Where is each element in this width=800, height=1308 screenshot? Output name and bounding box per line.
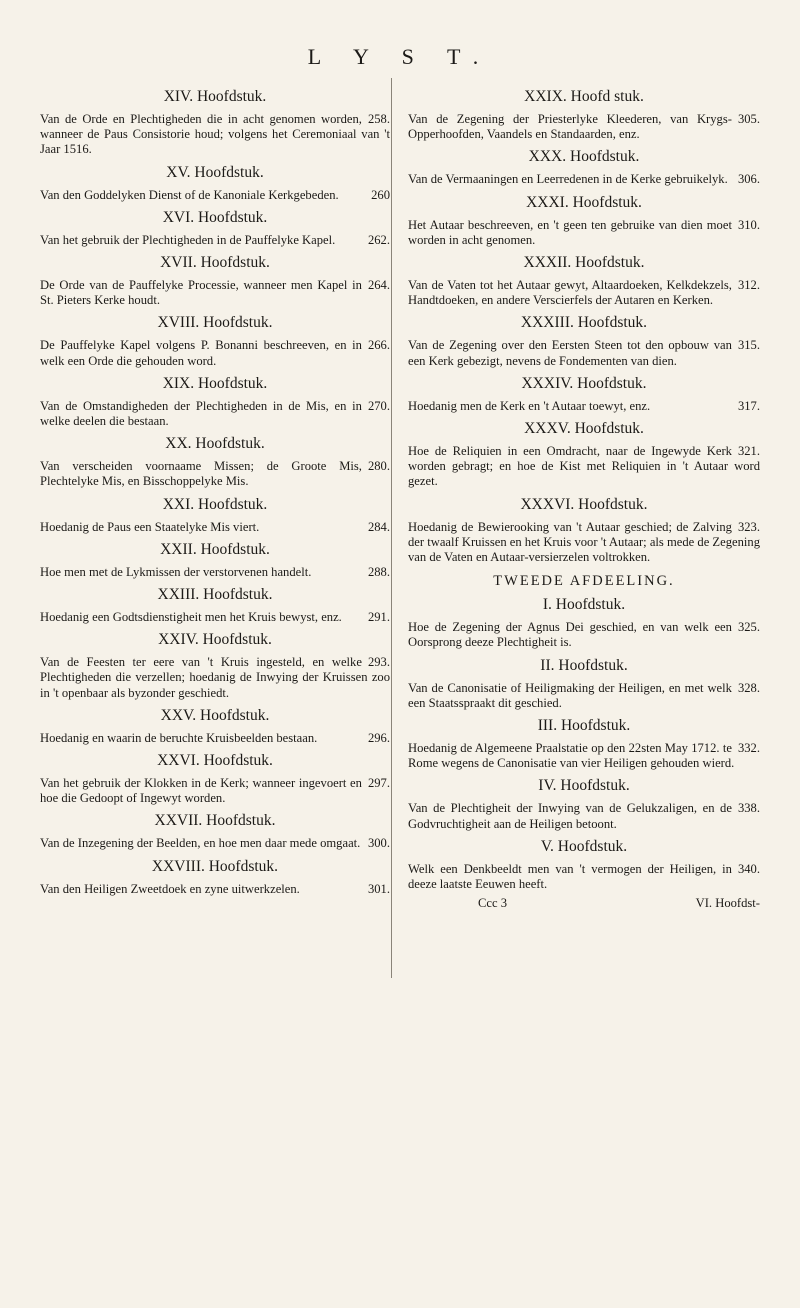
page-number: 317. <box>737 398 760 413</box>
chapter-description: Welk een Denkbeeldt men van 't vermogen der Heiligen, in deeze laatste Eeuwen heeft. <box>408 861 732 892</box>
page-number: 332. <box>737 741 760 756</box>
page-number: 297. <box>367 776 390 791</box>
chapter-description: Van de Zegening der Priesterlyke Kleederen, van Krygs-Opperhoofden, Vaandels en Standaarden, enz. <box>408 112 732 142</box>
chapter-entry <box>408 399 760 414</box>
chapter-heading: XVI. Hoofdstuk. <box>162 208 268 226</box>
chapter-heading: I. Hoofdstuk. <box>542 596 626 614</box>
page-number: 340. <box>737 861 760 876</box>
right-column <box>408 82 760 911</box>
chapter-entry <box>40 188 390 203</box>
chapter-entry <box>40 836 390 851</box>
chapter-entry <box>40 520 390 535</box>
page-number: 338. <box>737 801 760 816</box>
chapter-heading: XXV. Hoofdstuk. <box>160 706 270 724</box>
chapter-entry <box>408 520 760 566</box>
chapter-description: Het Autaar beschreeven, en 't geen ten gebruike van dien moet worden in acht genomen. <box>408 217 732 247</box>
chapter-description: Hoedanig en waarin de beruchte Kruisbeelden bestaan. <box>40 730 318 745</box>
chapter-description: Van de Vermaaningen en Leerredenen in de Kerke gebruikelyk. <box>408 172 728 187</box>
chapter-description: Van de Inzegening der Beelden, en hoe men daar mede omgaat. <box>40 836 361 851</box>
page-number: 325. <box>737 620 760 635</box>
chapter-entry <box>408 862 760 892</box>
chapter-description: Van het gebruik der Klokken in de Kerk; wanneer ingevoert en hoe die Gedoopt of Ingewyt worden. <box>40 776 362 806</box>
page-number: 284. <box>367 519 390 534</box>
chapter-entry <box>40 610 390 625</box>
chapter-description: Van de Canonisatie of Heiligmaking der Heiligen, en met welk een Staatsspraakt dit geschied. <box>408 680 732 710</box>
chapter-entry <box>408 681 760 711</box>
chapter-heading: XV. Hoofdstuk. <box>166 163 264 181</box>
chapter-heading: XXVI. Hoofdstuk. <box>157 752 273 770</box>
chapter-heading: XXXVI. Hoofdstuk. <box>520 495 648 513</box>
chapter-entry <box>40 338 390 368</box>
chapter-entry <box>40 565 390 580</box>
chapter-heading: XX. Hoofdstuk. <box>165 435 265 453</box>
page-number: 321. <box>737 444 760 459</box>
chapter-description: Van de Zegening over den Eersten Steen tot den opbouw van een Kerk gebezigt, nevens de Fondementen van dien. <box>408 338 732 368</box>
chapter-description: Van de Orde en Plechtigheden die in acht genomen worden, wanneer de Paus Consistorie houd; volgens het Ceremoniaal van 't Jaar 1516. <box>40 112 390 157</box>
page-number: 266. <box>367 338 390 353</box>
chapter-heading: XIV. Hoofdstuk. <box>163 88 267 105</box>
chapter-description: Van de Plechtigheit der Inwying van de Gelukzaligen, en de Godvruchtigheit aan de Heiligen betoont. <box>408 801 732 831</box>
chapter-heading: XXXIV. Hoofdstuk. <box>521 374 647 392</box>
chapter-entry <box>40 731 390 746</box>
column-divider <box>391 78 392 978</box>
page-number: 264. <box>367 278 390 293</box>
chapter-entry <box>40 459 390 489</box>
chapter-heading: XVIII. Hoofdstuk. <box>157 314 273 332</box>
chapter-heading: II. Hoofdstuk. <box>540 656 628 674</box>
chapter-heading: XXX. Hoofdstuk. <box>528 148 640 166</box>
chapter-description: Van verscheiden voornaame Missen; de Groote Mis, Plechtelyke Mis, en Bisschoppelyke Mis. <box>40 459 362 489</box>
page-number: 300. <box>367 836 390 851</box>
chapter-description: Hoedanig de Bewierooking van 't Autaar geschied; de Zalving der twaalf Kruissen en het Kruis voor 't Autaar; als mede de Zegening van de Vaten en Autaar-versierzelen voltrokken. <box>408 519 760 565</box>
chapter-description: Hoedanig men de Kerk en 't Autaar toewyt, enz. <box>408 398 651 413</box>
running-head: L Y S T. <box>307 44 493 69</box>
chapter-heading: XXI. Hoofdstuk. <box>162 495 268 513</box>
page-number: 306. <box>737 172 760 187</box>
chapter-description: Hoe de Reliquien in een Omdracht, naar de Ingewyde Kerk worden gebragt; en hoe de Kist met Reliquien in 't Autaar word gezet. <box>408 444 760 489</box>
chapter-entry <box>40 655 390 701</box>
chapter-entry <box>40 776 390 806</box>
page-number: 315. <box>737 338 760 353</box>
chapter-description: Hoedanig de Paus een Staatelyke Mis viert. <box>40 519 260 534</box>
signature-mark: Ccc 3 <box>478 896 508 911</box>
chapter-description: Hoe men met de Lykmissen der verstorvenen handelt. <box>40 564 312 579</box>
page-number: 305. <box>737 112 760 126</box>
chapter-entry <box>408 444 760 490</box>
chapter-description: Van de Vaten tot het Autaar gewyt, Altaardoeken, Kelkdekzels, Handtdoeken, en andere Verscierfels der Autaren en Kerken. <box>408 278 732 308</box>
page-number: 258. <box>367 112 390 126</box>
chapter-description: Hoedanig de Algemeene Praalstatie op den 22sten May 1712. te Rome wegens de Canonisatie van vier Heiligen gehouden wierd. <box>408 741 735 771</box>
page-number: 328. <box>737 680 760 695</box>
page-number: 280. <box>367 459 390 474</box>
page-number: 262. <box>367 232 390 247</box>
chapter-heading: XXXI. Hoofdstuk. <box>526 193 642 211</box>
chapter-entry <box>408 112 760 142</box>
chapter-heading: XXXV. Hoofdstuk. <box>524 420 644 438</box>
chapter-description: Van de Feesten ter eere van 't Kruis ingesteld, en welke Plechtigheden die verzellen; hoedanig de Inwying der Kruissen zoo in 't openbaar als byzonder geschiedt. <box>40 655 390 700</box>
part-title: TWEEDE AFDEELING. <box>493 573 675 590</box>
chapter-heading: III. Hoofdstuk. <box>537 717 631 735</box>
page-number: 296. <box>367 730 390 745</box>
page-footer <box>408 896 760 911</box>
chapter-entry <box>40 882 390 897</box>
chapter-entry <box>408 338 760 368</box>
page-number: 260 <box>371 187 390 202</box>
chapter-entry <box>40 112 390 158</box>
chapter-entry <box>408 278 760 308</box>
left-column <box>40 82 390 901</box>
page-number: 310. <box>737 217 760 232</box>
chapter-description: Hoedanig een Godtsdienstigheit men het Kruis bewyst, enz. <box>40 610 342 625</box>
chapter-entry <box>408 172 760 187</box>
catchword: VI. Hoofdst- <box>695 896 760 911</box>
chapter-entry <box>40 233 390 248</box>
chapter-heading: XXII. Hoofdstuk. <box>160 540 270 558</box>
chapter-description: Van de Omstandigheden der Plechtigheden in de Mis, en in welke deelen die bestaan. <box>40 398 362 429</box>
chapter-entry <box>408 801 760 831</box>
chapter-heading: XXXIII. Hoofdstuk. <box>520 314 648 332</box>
chapter-heading: XXIX. Hoofd stuk. <box>524 88 644 105</box>
page-number: 288. <box>367 564 390 579</box>
chapter-heading: XXIII. Hoofdstuk. <box>157 586 273 604</box>
page-number: 323. <box>737 519 760 534</box>
chapter-heading: XXVIII. Hoofdstuk. <box>151 857 279 875</box>
chapter-description: Van den Heiligen Zweetdoek en zyne uitwerkzelen. <box>40 881 300 896</box>
chapter-entry <box>40 278 390 308</box>
chapter-heading: V. Hoofdstuk. <box>540 837 628 855</box>
page-number: 301. <box>367 881 390 896</box>
page-number: 270. <box>367 398 390 413</box>
chapter-heading: IV. Hoofdstuk. <box>538 777 630 795</box>
page-number: 291. <box>367 610 390 625</box>
chapter-heading: XIX. Hoofdstuk. <box>162 374 268 392</box>
chapter-heading: XVII. Hoofdstuk. <box>160 254 270 272</box>
chapter-description: De Orde van de Pauffelyke Processie, wanneer men Kapel in St. Pieters Kerke houdt. <box>40 278 362 308</box>
chapter-description: Van het gebruik der Plechtigheden in de Pauffelyke Kapel. <box>40 232 336 247</box>
page-number: 293. <box>367 655 390 670</box>
chapter-entry <box>408 741 760 771</box>
chapter-description: De Pauffelyke Kapel volgens P. Bonanni beschreeven, en in welk een Orde die gehouden word. <box>40 338 362 368</box>
chapter-description: Hoe de Zegening der Agnus Dei geschied, en van welk een Oorsprong deeze Plechtigheit is. <box>408 620 732 650</box>
chapter-entry <box>408 218 760 248</box>
page-number: 312. <box>737 278 760 293</box>
chapter-heading: XXXII. Hoofdstuk. <box>523 254 645 272</box>
chapter-entry <box>408 620 760 650</box>
chapter-heading: XXIV. Hoofdstuk. <box>158 631 272 649</box>
chapter-entry <box>40 399 390 429</box>
chapter-heading: XXVII. Hoofdstuk. <box>154 812 276 830</box>
chapter-description: Van den Goddelyken Dienst of de Kanoniale Kerkgebeden. <box>40 187 339 202</box>
